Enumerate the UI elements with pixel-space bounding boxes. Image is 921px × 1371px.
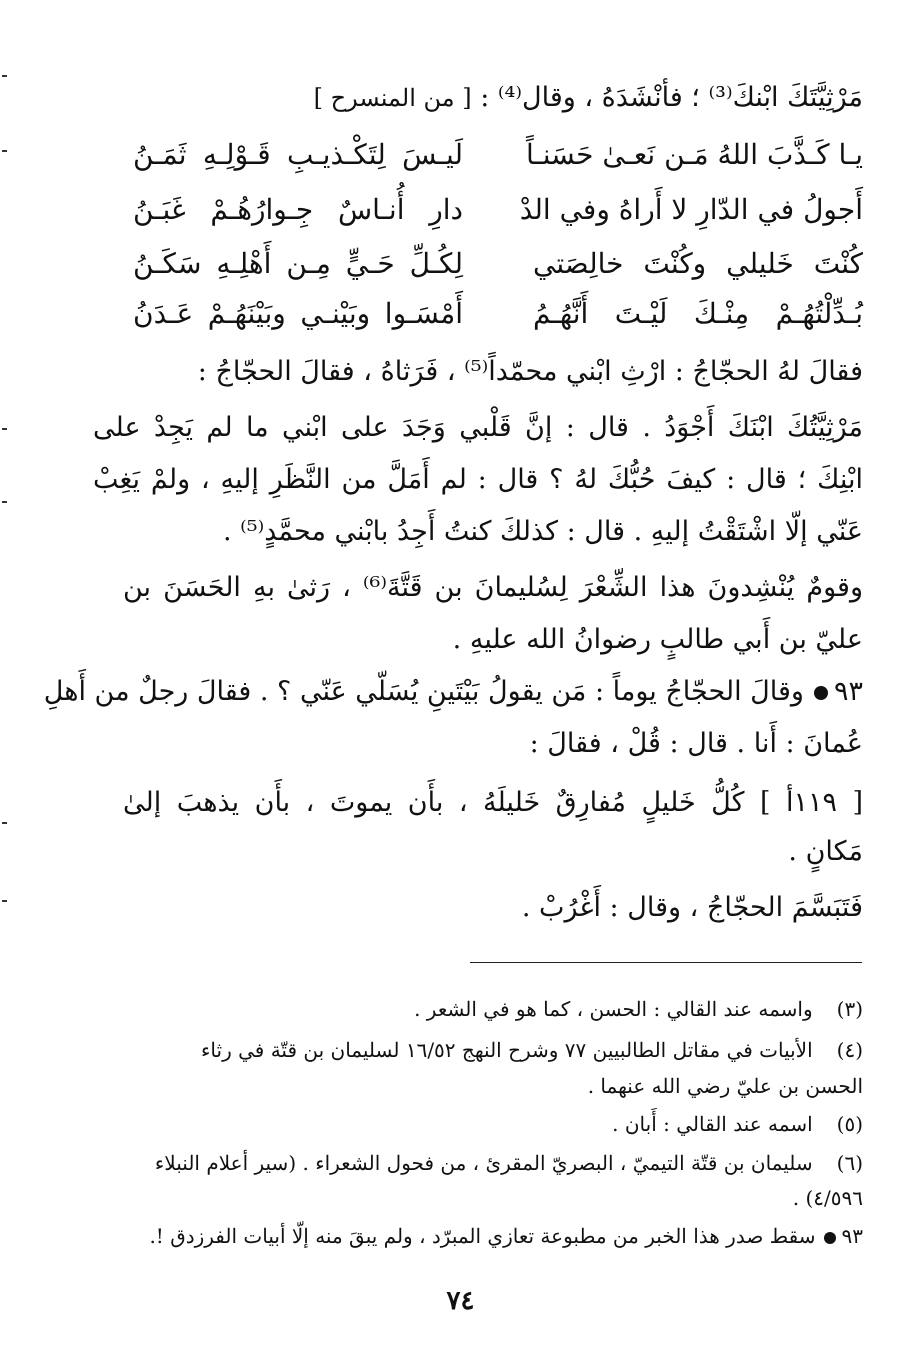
paragraph-2-line-1: وقومٌ يُنْشِدونَ هذا الشِّعْرَ لِسُليمانَ بن قَتَّةَ⁽⁶⁾ ، رَثىٰ بهِ الحَسَنَ بن xyxy=(123,572,863,603)
footnote-text: سليمان بن قتّة التيميّ ، البصريّ المقرئ ، من فحول الشعراء . (سير أعلام النبلاء xyxy=(154,1151,813,1175)
meter-label: [ من المنسرح ] xyxy=(313,84,472,112)
paragraph-1-line-3: ابْنِكَ ؛ قال : كيفَ حُبُّكَ لهُ ؟ قال : لم أَمَلَّ من النَّظَرِ إليهِ ، ولمْ يَغِبْ xyxy=(93,464,863,495)
intro-line xyxy=(93,78,863,118)
footnote-text: الأبيات في مقاتل الطالبيين ٧٧ وشرح النهج ١٦/٥٢ لسليمان بن قتّة في رثاء xyxy=(201,1038,813,1062)
item-number: ٩٣ xyxy=(833,676,863,707)
footnote-3 xyxy=(103,993,863,1025)
footnote-item-93 xyxy=(103,1220,863,1252)
item-93-line-2: عُمانَ : أَنا . قال : قُلْ ، فقالَ : xyxy=(529,728,863,759)
verse-hemistich-2: لِكُـلِّ حَـيٍّ مِـن أَهْلِـهِ سَكَـنُ xyxy=(133,247,463,280)
bullet-icon xyxy=(824,1232,836,1244)
footnote-divider xyxy=(470,962,862,963)
verse-2 xyxy=(133,188,863,232)
footnote-6 xyxy=(103,1147,863,1179)
verse-1 xyxy=(133,133,863,177)
paragraph-1-line-2: مَرْثِيَّتُكَ ابْنَكَ أَجْوَدُ . قال : إنَّ قَلْبي وَجَدَ على ابْني ما لم يَجِدْ على xyxy=(93,412,863,443)
page-number: ٧٤ xyxy=(446,1286,475,1316)
footnote-number: (٤) xyxy=(836,1038,863,1062)
verse-hemistich-2: أَمْسَـوا وبَيْنـي وبَيْنَهُـمْ عَـدَنُ xyxy=(133,297,463,330)
verse-hemistich-2: دارِ أُنـاسٌ جِـوارُهُـمْ غَبَـنُ xyxy=(133,193,463,226)
closing-line: فَتَبَسَّمَ الحجّاجُ ، وقال : أَغْرُبْ . xyxy=(521,892,863,923)
item-93-line-1 xyxy=(43,672,863,712)
intro-text: مَرْثِيَّتَكَ ابْنكَ⁽³⁾ ؛ فأنْشَدَهُ ، وقال⁽⁴⁾ : xyxy=(480,82,863,113)
footnote-text: واسمه عند القالي : الحسن ، كما هو في الشعر . xyxy=(414,997,813,1021)
footnote-4 xyxy=(103,1034,863,1066)
footnote-text: اسمه عند القالي : أَبان . xyxy=(612,1112,813,1136)
paragraph-1-line-1: فقالَ لهُ الحجّاجُ : ارْثِ ابْني محمّداً⁽⁵⁾ ، فَرَثاهُ ، فقالَ الحجّاجُ : xyxy=(197,356,863,387)
verse-3 xyxy=(133,242,863,286)
verse-hemistich-2: لَيـسَ لِتَكْـذيـبِ قَـوْلِـهِ ثَمَـنُ xyxy=(133,138,463,171)
quote-line-1: [ ١١٩أ ] كُلُّ خَليلٍ مُفارِقٌ خَليلَهُ ، بأَن يموتَ ، بأَن يذهبَ إلىٰ xyxy=(123,787,863,818)
verse-hemistich-1: بُـدِّلْتُهُـمْ مِنْـكَ لَيْـتَ أَنَّهُـمُ xyxy=(533,297,863,330)
footnote-5 xyxy=(103,1108,863,1140)
verse-hemistich-1: يـا كَـذَّبَ اللهُ مَـن نَعـىٰ حَسَنـاً xyxy=(525,138,863,171)
item-93-text: وقالَ الحجّاجُ يوماً : مَن يقولُ بَيْتَينِ يُسَلّي عَنّي ؟ . فقالَ رجلٌ من أَهلِ xyxy=(43,676,804,707)
footnote-item-number: ٩٣ xyxy=(841,1224,863,1248)
footnote-4-cont: الحسن بن عليّ رضي الله عنهما . xyxy=(587,1074,863,1098)
quote-line-2: مَكانٍ . xyxy=(788,836,863,867)
verse-4 xyxy=(133,292,863,336)
footnote-number: (٦) xyxy=(836,1151,863,1175)
footnote-item-text: سقط صدر هذا الخبر من مطبوعة تعازي المبرّد ، ولم يبقَ منه إلّا أبيات الفرزدق !. xyxy=(149,1224,816,1248)
verse-hemistich-1: كُنْتَ خَليلي وكُنْتَ خالِصَتي xyxy=(533,247,863,280)
paragraph-1-line-4: عَنّي إلّا اشْتَقْتُ إليهِ . قال : كذلكَ كنتُ أَجِدُ بابْني محمَّدٍ⁽⁵⁾ . xyxy=(222,516,863,547)
verse-hemistich-1: أَجولُ في الدّارِ لا أَراهُ وفي الدْ xyxy=(519,193,863,226)
paragraph-2-line-2: عليّ بن أَبي طالبٍ رضوانُ الله عليهِ . xyxy=(452,624,863,655)
footnote-number: (٥) xyxy=(836,1112,863,1136)
footnote-6-cont: ٤/٥٩٦) . xyxy=(792,1186,863,1210)
footnote-number: (٣) xyxy=(836,997,863,1021)
bullet-icon xyxy=(814,686,828,700)
